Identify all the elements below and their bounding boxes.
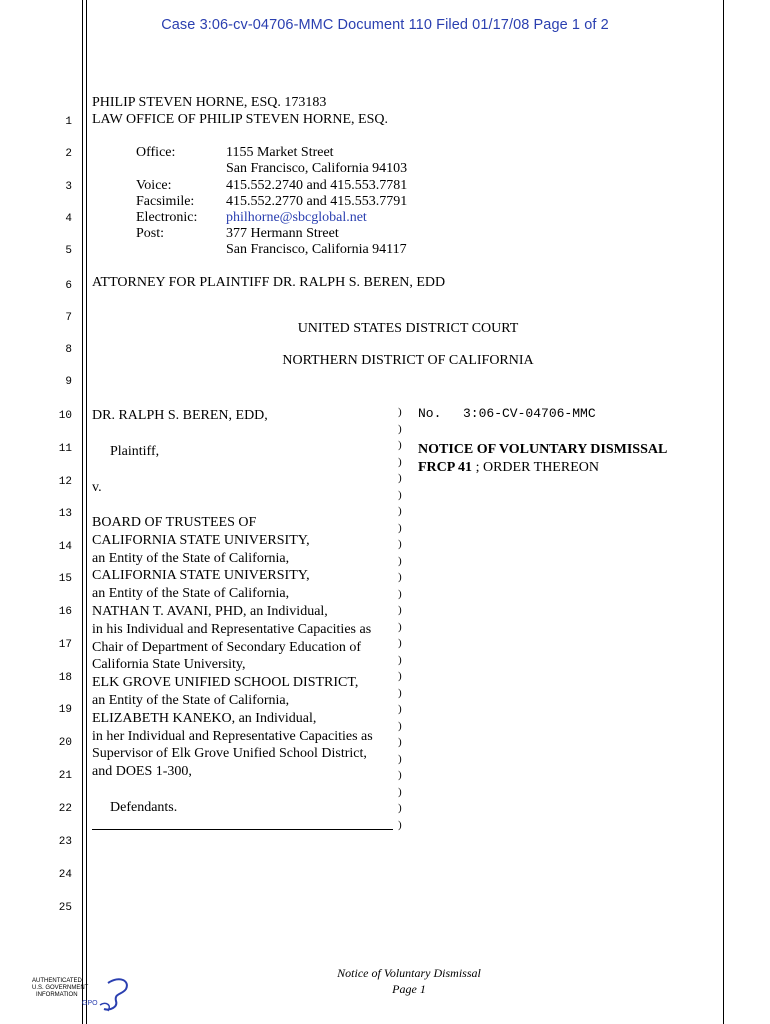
line-number: 21 [58, 770, 72, 782]
office-line2: San Francisco, California 94103 [226, 161, 408, 176]
caption-paren: ) [398, 637, 402, 649]
post-line2: San Francisco, California 94117 [226, 242, 407, 257]
document-title-line2 [418, 459, 599, 476]
attorney-name: PHILIP STEVEN HORNE, ESQ. 173183 [92, 95, 327, 110]
caption-paren: ) [398, 521, 402, 534]
caption-paren: ) [398, 752, 402, 765]
caption-paren: ) [398, 818, 402, 831]
caption-paren: ) [398, 439, 402, 451]
plaintiff-name: DR. RALPH S. BEREN, EDD, [92, 408, 268, 423]
defendant-line: ELK GROVE UNIFIED SCHOOL DISTRICT, [92, 675, 359, 691]
caption-paren: ) [398, 406, 402, 418]
line-number: 7 [65, 312, 72, 324]
line-number: 20 [58, 737, 72, 749]
caption-paren: ) [398, 703, 402, 715]
left-margin-line-2 [86, 0, 87, 1024]
attorney-for: ATTORNEY FOR PLAINTIFF DR. RALPH S. BEREN, EDD [92, 275, 446, 290]
voice-label: Voice: [136, 178, 172, 193]
voice-value: 415.552.2740 and 415.553.7781 [226, 178, 408, 193]
caption-paren: ) [398, 736, 402, 748]
caption-paren: ) [398, 686, 402, 699]
line-number: 15 [58, 573, 72, 585]
line-number: 11 [58, 443, 72, 455]
document-title-line1: NOTICE OF VOLUNTARY DISMISSAL [418, 442, 668, 457]
line-number: 13 [58, 508, 72, 520]
line-number: 2 [65, 148, 72, 160]
caption-paren: ) [398, 719, 402, 732]
versus: v. [92, 480, 102, 495]
attorney-firm: LAW OFFICE OF PHILIP STEVEN HORNE, ESQ. [92, 112, 389, 127]
defendant-line: California State University, [92, 657, 246, 673]
line-number: 23 [58, 836, 72, 848]
line-number: 4 [65, 213, 72, 225]
plaintiff-role: Plaintiff, [110, 444, 160, 459]
caption-paren: ) [398, 604, 402, 616]
defendant-line: ELIZABETH KANEKO, an Individual, [92, 710, 317, 726]
defendants-role: Defendants. [110, 800, 178, 815]
line-number: 24 [58, 869, 72, 881]
seal-text-4: GPO [82, 1000, 98, 1007]
line-number: 22 [58, 803, 72, 815]
line-number: 14 [58, 541, 72, 553]
seal-text-2: U.S. GOVERNMENT [32, 985, 89, 991]
email-link[interactable]: philhorne@sbcglobal.net [226, 210, 367, 225]
seal-text-1: AUTHENTICATED [32, 978, 82, 984]
post-label: Post: [136, 226, 165, 241]
defendant-line: NATHAN T. AVANI, PHD, an Individual, [92, 604, 328, 619]
caption-paren: ) [398, 554, 402, 567]
line-number: 18 [58, 672, 72, 684]
caption-paren: ) [398, 653, 402, 666]
line-number: 5 [65, 245, 72, 257]
caption-paren: ) [398, 505, 402, 517]
caption-paren: ) [398, 769, 402, 781]
defendant-line: and DOES 1-300, [92, 764, 192, 780]
caption-paren: ) [398, 785, 402, 798]
case-number: 3:06-CV-04706-MMC [463, 406, 596, 421]
defendant-line: an Entity of the State of California, [92, 586, 290, 602]
court-name: UNITED STATES DISTRICT COURT [297, 321, 519, 336]
order-thereon: ; ORDER THEREON [472, 460, 599, 475]
case-no-label: No. [418, 406, 442, 421]
caption-paren: ) [398, 802, 402, 814]
defendant-line: in his Individual and Representative Capacities as [92, 621, 372, 637]
caption-paren: ) [398, 472, 402, 484]
frcp-reference: FRCP 41 [418, 460, 473, 475]
caption-paren: ) [398, 488, 402, 501]
line-number: 19 [58, 704, 72, 716]
left-margin-line-1 [82, 0, 83, 1024]
court-district: NORTHERN DISTRICT OF CALIFORNIA [282, 353, 534, 368]
line-number: 1 [65, 116, 72, 128]
defendant-line: Supervisor of Elk Grove Unified School District, [92, 746, 367, 762]
seal-text-3: INFORMATION [36, 992, 78, 998]
line-number: 12 [58, 476, 72, 488]
defendant-line: an Entity of the State of California, [92, 693, 290, 708]
caption-paren: ) [398, 455, 402, 468]
line-number: 3 [65, 181, 72, 193]
footer-title: Notice of Voluntary Dismissal [337, 966, 481, 980]
facsimile-value: 415.552.2770 and 415.553.7791 [226, 194, 408, 209]
gpo-authentication-seal [30, 975, 140, 1015]
gpo-eagle-icon [30, 975, 140, 1015]
caption-paren: ) [398, 670, 402, 682]
office-label: Office: [136, 145, 176, 160]
line-number: 9 [65, 376, 72, 388]
post-line1: 377 Hermann Street [226, 226, 339, 241]
facsimile-label: Facsimile: [136, 194, 195, 209]
caption-paren: ) [398, 422, 402, 435]
office-line1: 1155 Market Street [226, 145, 334, 160]
line-number: 16 [58, 606, 72, 618]
defendant-line: Chair of Department of Secondary Education of [92, 639, 362, 655]
defendant-line: CALIFORNIA STATE UNIVERSITY, [92, 532, 310, 548]
electronic-label: Electronic: [136, 210, 198, 225]
caption-underline [92, 829, 393, 830]
caption-paren: ) [398, 620, 402, 633]
line-number: 8 [65, 344, 72, 356]
line-number: 17 [58, 639, 72, 651]
line-number: 25 [58, 902, 72, 914]
footer-page: Page 1 [392, 982, 426, 996]
caption-paren: ) [398, 538, 402, 550]
defendant-line: an Entity of the State of California, [92, 550, 290, 566]
caption-paren: ) [398, 571, 402, 583]
right-margin-line [723, 0, 724, 1024]
ecf-header: Case 3:06-cv-04706-MMC Document 110 Filed 01/17/08 Page 1 of 2 [161, 17, 609, 33]
defendant-line: BOARD OF TRUSTEES OF [92, 515, 257, 530]
line-number: 10 [58, 410, 72, 422]
line-number: 6 [65, 280, 72, 292]
defendant-line: CALIFORNIA STATE UNIVERSITY, [92, 568, 310, 584]
defendant-line: in her Individual and Representative Capacities as [92, 728, 373, 744]
caption-paren: ) [398, 587, 402, 600]
